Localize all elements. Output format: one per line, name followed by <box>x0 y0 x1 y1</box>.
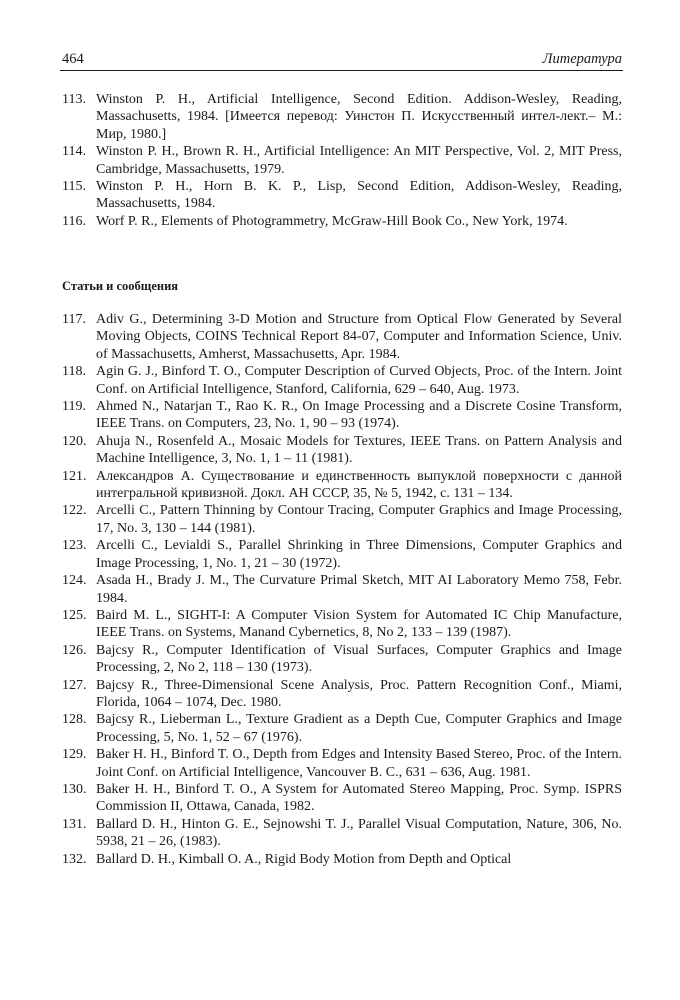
reference-number: 116. <box>62 213 86 229</box>
reference-entry <box>62 178 622 213</box>
reference-text: Ballard D. H., Kimball O. A., Rigid Body Motion from Depth and Optical <box>96 851 512 867</box>
reference-text: Ballard D. H., Hinton G. E., Sejnowshi T. J., Parallel Visual Computation, Nature, 306, No. 5938, 21 – 26, (1983). <box>96 816 622 850</box>
reference-entry <box>62 816 622 851</box>
reference-number: 125. <box>62 607 87 623</box>
reference-entry <box>62 433 622 468</box>
reference-text: Arcelli C., Levialdi S., Parallel Shrinking in Three Dimensions, Computer Graphics and Image Processing, 1, No. 1, 21 – 30 (1972). <box>96 538 622 571</box>
reference-text: Bajcsy R., Computer Identification of Visual Surfaces, Computer Graphics and Image Processing, 2, No 2, 118 – 130 (1973). <box>96 642 622 676</box>
reference-text: Bajcsy R., Lieberman L., Texture Gradient as a Depth Cue, Computer Graphics and Image Processing, 5, No. 1, 52 – 67 (1976). <box>96 712 622 745</box>
page-header <box>62 50 622 68</box>
reference-number: 113. <box>62 92 86 107</box>
reference-entry <box>62 143 622 178</box>
reference-text: Winston P. H., Horn B. K. P., Lisp, Second Edition, Addison-Wesley, Reading, Massachusetts, 1984. <box>96 179 622 212</box>
articles-list <box>62 311 622 868</box>
reference-text: Winston P. H., Brown R. H., Artificial Intelligence: An MIT Perspective, Vol. 2, MIT Press, Cambridge, Massachusetts, 1979. <box>96 144 622 177</box>
reference-entry <box>62 91 622 143</box>
reference-number: 123. <box>62 538 87 554</box>
reference-text: Asada H., Brady J. M., The Curvature Primal Sketch, MIT AI Laboratory Memo 758, Febr. 1984. <box>96 573 622 606</box>
reference-entry <box>62 851 622 868</box>
reference-entry <box>62 642 622 677</box>
reference-entry <box>62 711 622 746</box>
reference-entry <box>62 746 622 781</box>
reference-text: Baird M. L., SIGHT-I: A Computer Vision System for Automated IC Chip Manufacture, IEEE Trans. on Systems, Manand Cybernetics, 8, No 2, 133 – 139 (1987). <box>96 607 622 641</box>
reference-text: Adiv G., Determining 3-D Motion and Structure from Optical Flow Generated by Several Moving Objects, COINS Technical Report 84-07, Computer and Information Science, Univ. of Massachusetts, Amherst, Massachusetts, Apr. 1984. <box>96 312 622 362</box>
reference-number: 124. <box>62 573 87 589</box>
reference-entry <box>62 311 622 363</box>
reference-number: 128. <box>62 712 87 728</box>
page-number: 464 <box>62 51 84 67</box>
reference-entry <box>62 677 622 712</box>
reference-entry <box>62 537 622 572</box>
reference-entry <box>62 398 622 433</box>
header-rule <box>60 70 623 71</box>
reference-text: Bajcsy R., Three-Dimensional Scene Analysis, Proc. Pattern Recognition Conf., Miami, Florida, 1064 – 1074, Dec. 1980. <box>96 677 622 710</box>
reference-text: Winston P. H., Artificial Intelligence, Second Edition. Addison-Wesley, Reading, Massachusetts, 1984. [Имеется перевод: Уинстон П. Искусственный интел-лект.– М.: Мир, 1980.] <box>96 92 622 142</box>
reference-number: 118. <box>62 364 86 380</box>
reference-number: 130. <box>62 781 87 797</box>
reference-text: Baker H. H., Binford T. O., Depth from Edges and Intensity Based Stereo, Proc. of the Intern. Joint Conf. on Artificial Intelligence, Vancouver B. C., 631 – 636, Aug. 1981. <box>96 747 622 780</box>
reference-entry <box>62 781 622 816</box>
section-title: Статьи и сообщения <box>62 279 179 293</box>
reference-text: Worf P. R., Elements of Photogrammetry, McGraw-Hill Book Co., New York, 1974. <box>96 213 568 229</box>
reference-number: 129. <box>62 747 87 763</box>
reference-text: Александров А. Существование и единственность выпуклой поверхности с данной интегральной кривизной. Докл. АН СССР, 35, № 5, 1942, с. 131 – 134. <box>96 468 622 502</box>
running-title: Литература <box>542 51 622 67</box>
reference-number: 115. <box>62 179 86 195</box>
reference-entry <box>62 363 622 398</box>
reference-number: 121. <box>62 468 87 484</box>
reference-text: Baker H. H., Binford T. O., A System for Automated Stereo Mapping, Proc. Symp. ISPRS Commission II, Ottawa, Canada, 1982. <box>96 781 622 815</box>
reference-text: Ahmed N., Natarjan T., Rao K. R., On Image Processing and a Discrete Cosine Transform, IEEE Trans. on Computers, 23, No. 1, 90 – 93 (1974). <box>96 399 622 432</box>
reference-text: Ahuja N., Rosenfeld A., Mosaic Models for Textures, IEEE Trans. on Pattern Analysis and Machine Intelligence, 3, No. 1, 1 – 11 (1981). <box>96 433 622 467</box>
reference-entry <box>62 468 622 503</box>
reference-number: 131. <box>62 816 87 832</box>
reference-entry <box>62 502 622 537</box>
reference-text: Arcelli C., Pattern Thinning by Contour Tracing, Computer Graphics and Image Processing, 17, No. 3, 130 – 144 (1981). <box>96 503 622 536</box>
reference-number: 117. <box>62 312 86 327</box>
reference-number: 120. <box>62 433 87 449</box>
reference-entry <box>62 607 622 642</box>
reference-text: Agin G. J., Binford T. O., Computer Description of Curved Objects, Proc. of the Intern. Joint Conf. on Artificial Intelligence, Stanford, California, 629 – 640, Aug. 1973. <box>96 364 622 397</box>
reference-number: 114. <box>62 144 86 160</box>
reference-number: 132. <box>62 851 87 867</box>
reference-number: 127. <box>62 677 87 693</box>
reference-entry <box>62 572 622 607</box>
books-list <box>62 91 622 230</box>
reference-entry <box>62 213 622 230</box>
reference-number: 126. <box>62 642 87 658</box>
reference-number: 122. <box>62 503 87 519</box>
reference-number: 119. <box>62 399 86 415</box>
